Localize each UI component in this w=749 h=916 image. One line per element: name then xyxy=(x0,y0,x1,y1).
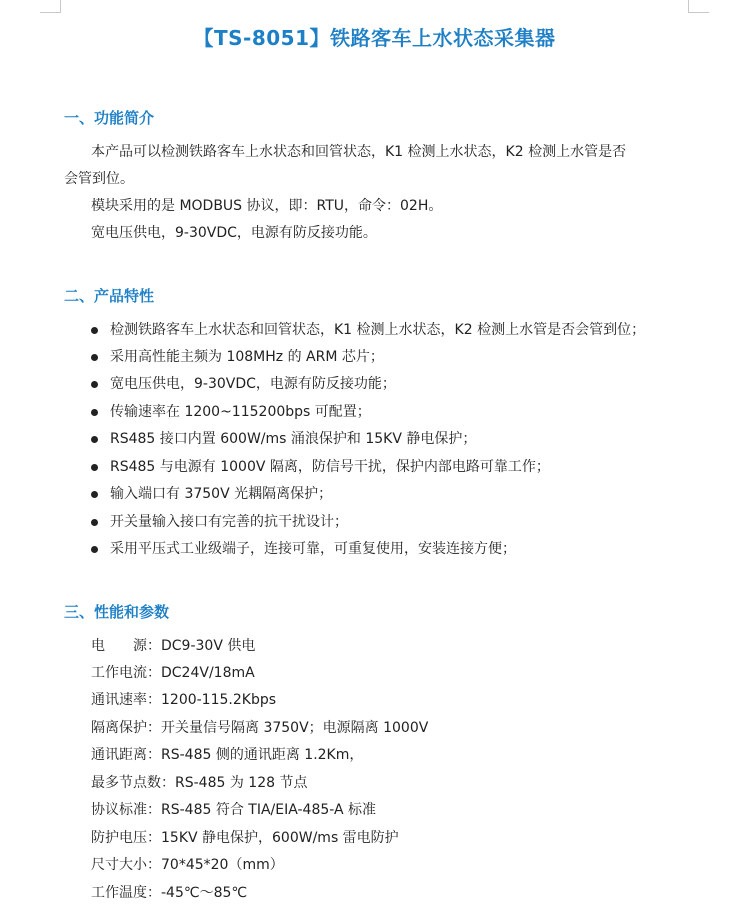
spec-protection-voltage: 防护电压：15KV 静电保护，600W/ms 雷电防护 xyxy=(91,830,399,846)
intro-paragraph-line-2: 会管到位。 xyxy=(64,171,134,187)
bullet-icon xyxy=(91,464,98,471)
document-title: 【TS-8051】铁路客车上水状态采集器 xyxy=(193,26,556,50)
intro-paragraph-line-1: 本产品可以检测铁路客车上水状态和回管状态，K1 检测上水状态，K2 检测上水管是否 xyxy=(91,144,627,160)
feature-text: 采用平压式工业级端子，连接可靠，可重复使用，安装连接方便； xyxy=(110,541,516,557)
bullet-icon xyxy=(91,409,98,416)
crop-mark-top-right xyxy=(688,0,709,13)
bullet-icon xyxy=(91,546,98,553)
feature-list-item xyxy=(91,402,371,422)
intro-protocol-paragraph: 模块采用的是 MODBUS 协议，即：RTU，命令：02H。 xyxy=(91,198,443,214)
feature-text: 开关量输入接口有完善的抗干扰设计； xyxy=(110,514,348,530)
section-heading-features: 二、产品特性 xyxy=(64,287,155,305)
feature-list-item xyxy=(91,320,645,340)
feature-list-item xyxy=(91,429,476,449)
bullet-icon xyxy=(91,519,98,526)
spec-baud-rate: 通讯速率：1200-115.2Kbps xyxy=(91,692,277,708)
spec-working-current: 工作电流：DC24V/18mA xyxy=(91,665,255,681)
spec-operating-temperature: 工作温度：-45℃～85℃ xyxy=(91,885,248,901)
feature-list-item xyxy=(91,512,348,532)
feature-text: 输入端口有 3750V 光耦隔离保护； xyxy=(110,486,333,502)
feature-list-item xyxy=(91,374,396,394)
feature-text: RS485 与电源有 1000V 隔离，防信号干扰，保护内部电路可靠工作； xyxy=(110,459,550,475)
feature-text: RS485 接口内置 600W/ms 涌浪保护和 15KV 静电保护； xyxy=(110,431,477,447)
bullet-icon xyxy=(91,436,98,443)
section-heading-specs: 三、性能和参数 xyxy=(64,603,170,621)
feature-text: 检测铁路客车上水状态和回管状态，K1 检测上水状态，K2 检测上水管是否会管到位； xyxy=(110,322,646,338)
spec-isolation: 隔离保护：开关量信号隔离 3750V；电源隔离 1000V xyxy=(91,720,429,736)
intro-power-paragraph: 宽电压供电，9-30VDC，电源有防反接功能。 xyxy=(91,225,377,241)
bullet-icon xyxy=(91,354,98,361)
crop-mark-top-left xyxy=(40,0,61,13)
spec-power: 电 源：DC9-30V 供电 xyxy=(91,638,256,654)
bullet-icon xyxy=(91,381,98,388)
feature-list-item xyxy=(91,457,550,477)
spec-comm-distance: 通讯距离：RS-485 侧的通讯距离 1.2Km， xyxy=(91,747,364,763)
section-heading-intro: 一、功能简介 xyxy=(64,109,155,127)
feature-text: 传输速率在 1200~115200bps 可配置； xyxy=(110,404,371,420)
bullet-icon xyxy=(91,327,98,334)
spec-protocol-standard: 协议标准：RS-485 符合 TIA/EIA-485-A 标准 xyxy=(91,802,377,818)
feature-text: 采用高性能主频为 108MHz 的 ARM 芯片； xyxy=(110,349,384,365)
spec-dimensions: 尺寸大小：70*45*20（mm） xyxy=(91,857,284,873)
feature-text: 宽电压供电，9-30VDC，电源有防反接功能； xyxy=(110,376,396,392)
feature-list-item xyxy=(91,539,516,559)
spec-max-nodes: 最多节点数：RS-485 为 128 节点 xyxy=(91,775,308,791)
bullet-icon xyxy=(91,491,98,498)
feature-list-item xyxy=(91,347,384,367)
feature-list-item xyxy=(91,484,332,504)
